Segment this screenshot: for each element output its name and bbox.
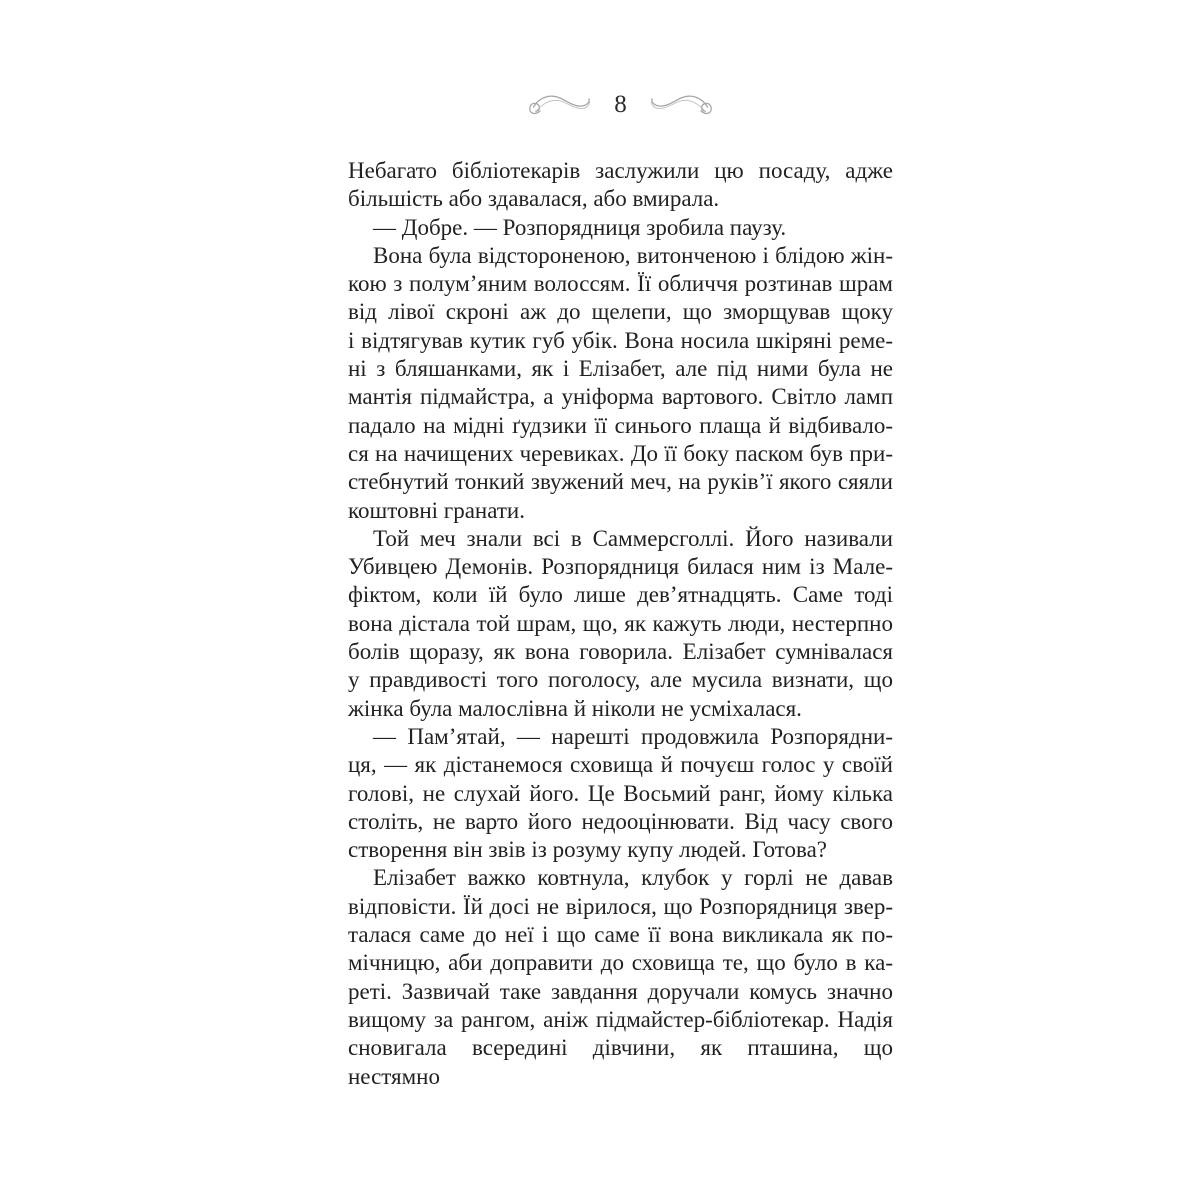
text-line: відповісти. Їй досі не вірилося, що Розпорядниця звер-: [348, 893, 893, 919]
text-column: [348, 157, 893, 1091]
flourish-right-icon: [649, 91, 715, 119]
text-line: і відтягував кутик губ убік. Вона носила шкіряні реме-: [348, 327, 893, 353]
page-number: 8: [614, 90, 627, 118]
text-line: вищому за рангом, аніж підмайстер-бібліотекар. Надія: [348, 1006, 893, 1032]
text-line: голові, не слухай його. Це Восьмий ранг, йому кілька: [348, 780, 893, 806]
flourish-left-icon: [526, 91, 592, 119]
text-line: жінка була малослівна й ніколи не усміхалася.: [348, 695, 802, 721]
text-line: сновигала всередині дівчини, як пташина, що нестямно: [348, 1035, 893, 1089]
text-line: — Добре. — Розпорядниця зробила паузу.: [373, 214, 787, 240]
text-line: ця, — як дістанемося сховища й почуєш голос у своїй: [348, 752, 893, 778]
text-line: фіктом, коли їй було лише дев’ятнадцять. Саме тоді: [348, 582, 893, 608]
text-line: Убивцею Демонів. Розпорядниця билася ним із Мале-: [348, 554, 893, 580]
text-line: кою з полум’яним волоссям. Її обличчя розтинав шрам: [348, 271, 893, 297]
text-line: мантія підмайстра, а уніформа вартового. Світло ламп: [348, 384, 893, 410]
text-line: ні з бляшанками, як і Елізабет, але під ними була не: [348, 356, 893, 382]
text-line: реті. Зазвичай таке завдання доручали комусь значно: [348, 978, 893, 1004]
text-line: створення він звів із розуму купу людей. Готова?: [348, 837, 828, 863]
text-line: більшість або здавалася, або вмирала.: [348, 186, 720, 212]
text-line: коштовні гранати.: [348, 497, 525, 523]
text-line: падало на мідні ґудзики її синього плаща й відбивало-: [348, 412, 893, 438]
text-line: мічницю, аби доправити до сховища те, що було в ка-: [348, 950, 893, 976]
text-line: століть, не варто його недооцінювати. Від часу свого: [348, 808, 893, 834]
text-line: Небагато бібліотекарів заслужили цю посаду, адже: [348, 158, 893, 183]
text-line: стебнутий тонкий звужений меч, на руків’ї якого сяяли: [348, 469, 893, 495]
text-line: — Пам’ятай, — нарешті продовжила Розпорядни-: [373, 723, 893, 749]
text-line: вона дістала той шрам, що, як кажуть люди, нестерпно: [348, 610, 893, 636]
text-line: болів щоразу, як вона говорила. Елізабет сумнівалася: [348, 639, 893, 665]
text-line: Той меч знали всі в Саммерсголлі. Його називали: [373, 525, 893, 551]
text-line: талася саме до неї і що саме її вона викликала як по-: [348, 922, 893, 948]
text-line: Вона була відстороненою, витонченою і блідою жін-: [373, 242, 893, 268]
text-line: Елізабет важко ковтнула, клубок у горлі не давав: [373, 865, 893, 891]
text-line: ся на начищених черевиках. До її боку паском був при-: [348, 440, 893, 466]
page-header: [348, 86, 893, 124]
text-line: у правдивості того поголосу, але мусила визнати, що: [348, 667, 893, 693]
text-line: від лівої скроні аж до щелепи, що зморщував щоку: [348, 299, 893, 325]
